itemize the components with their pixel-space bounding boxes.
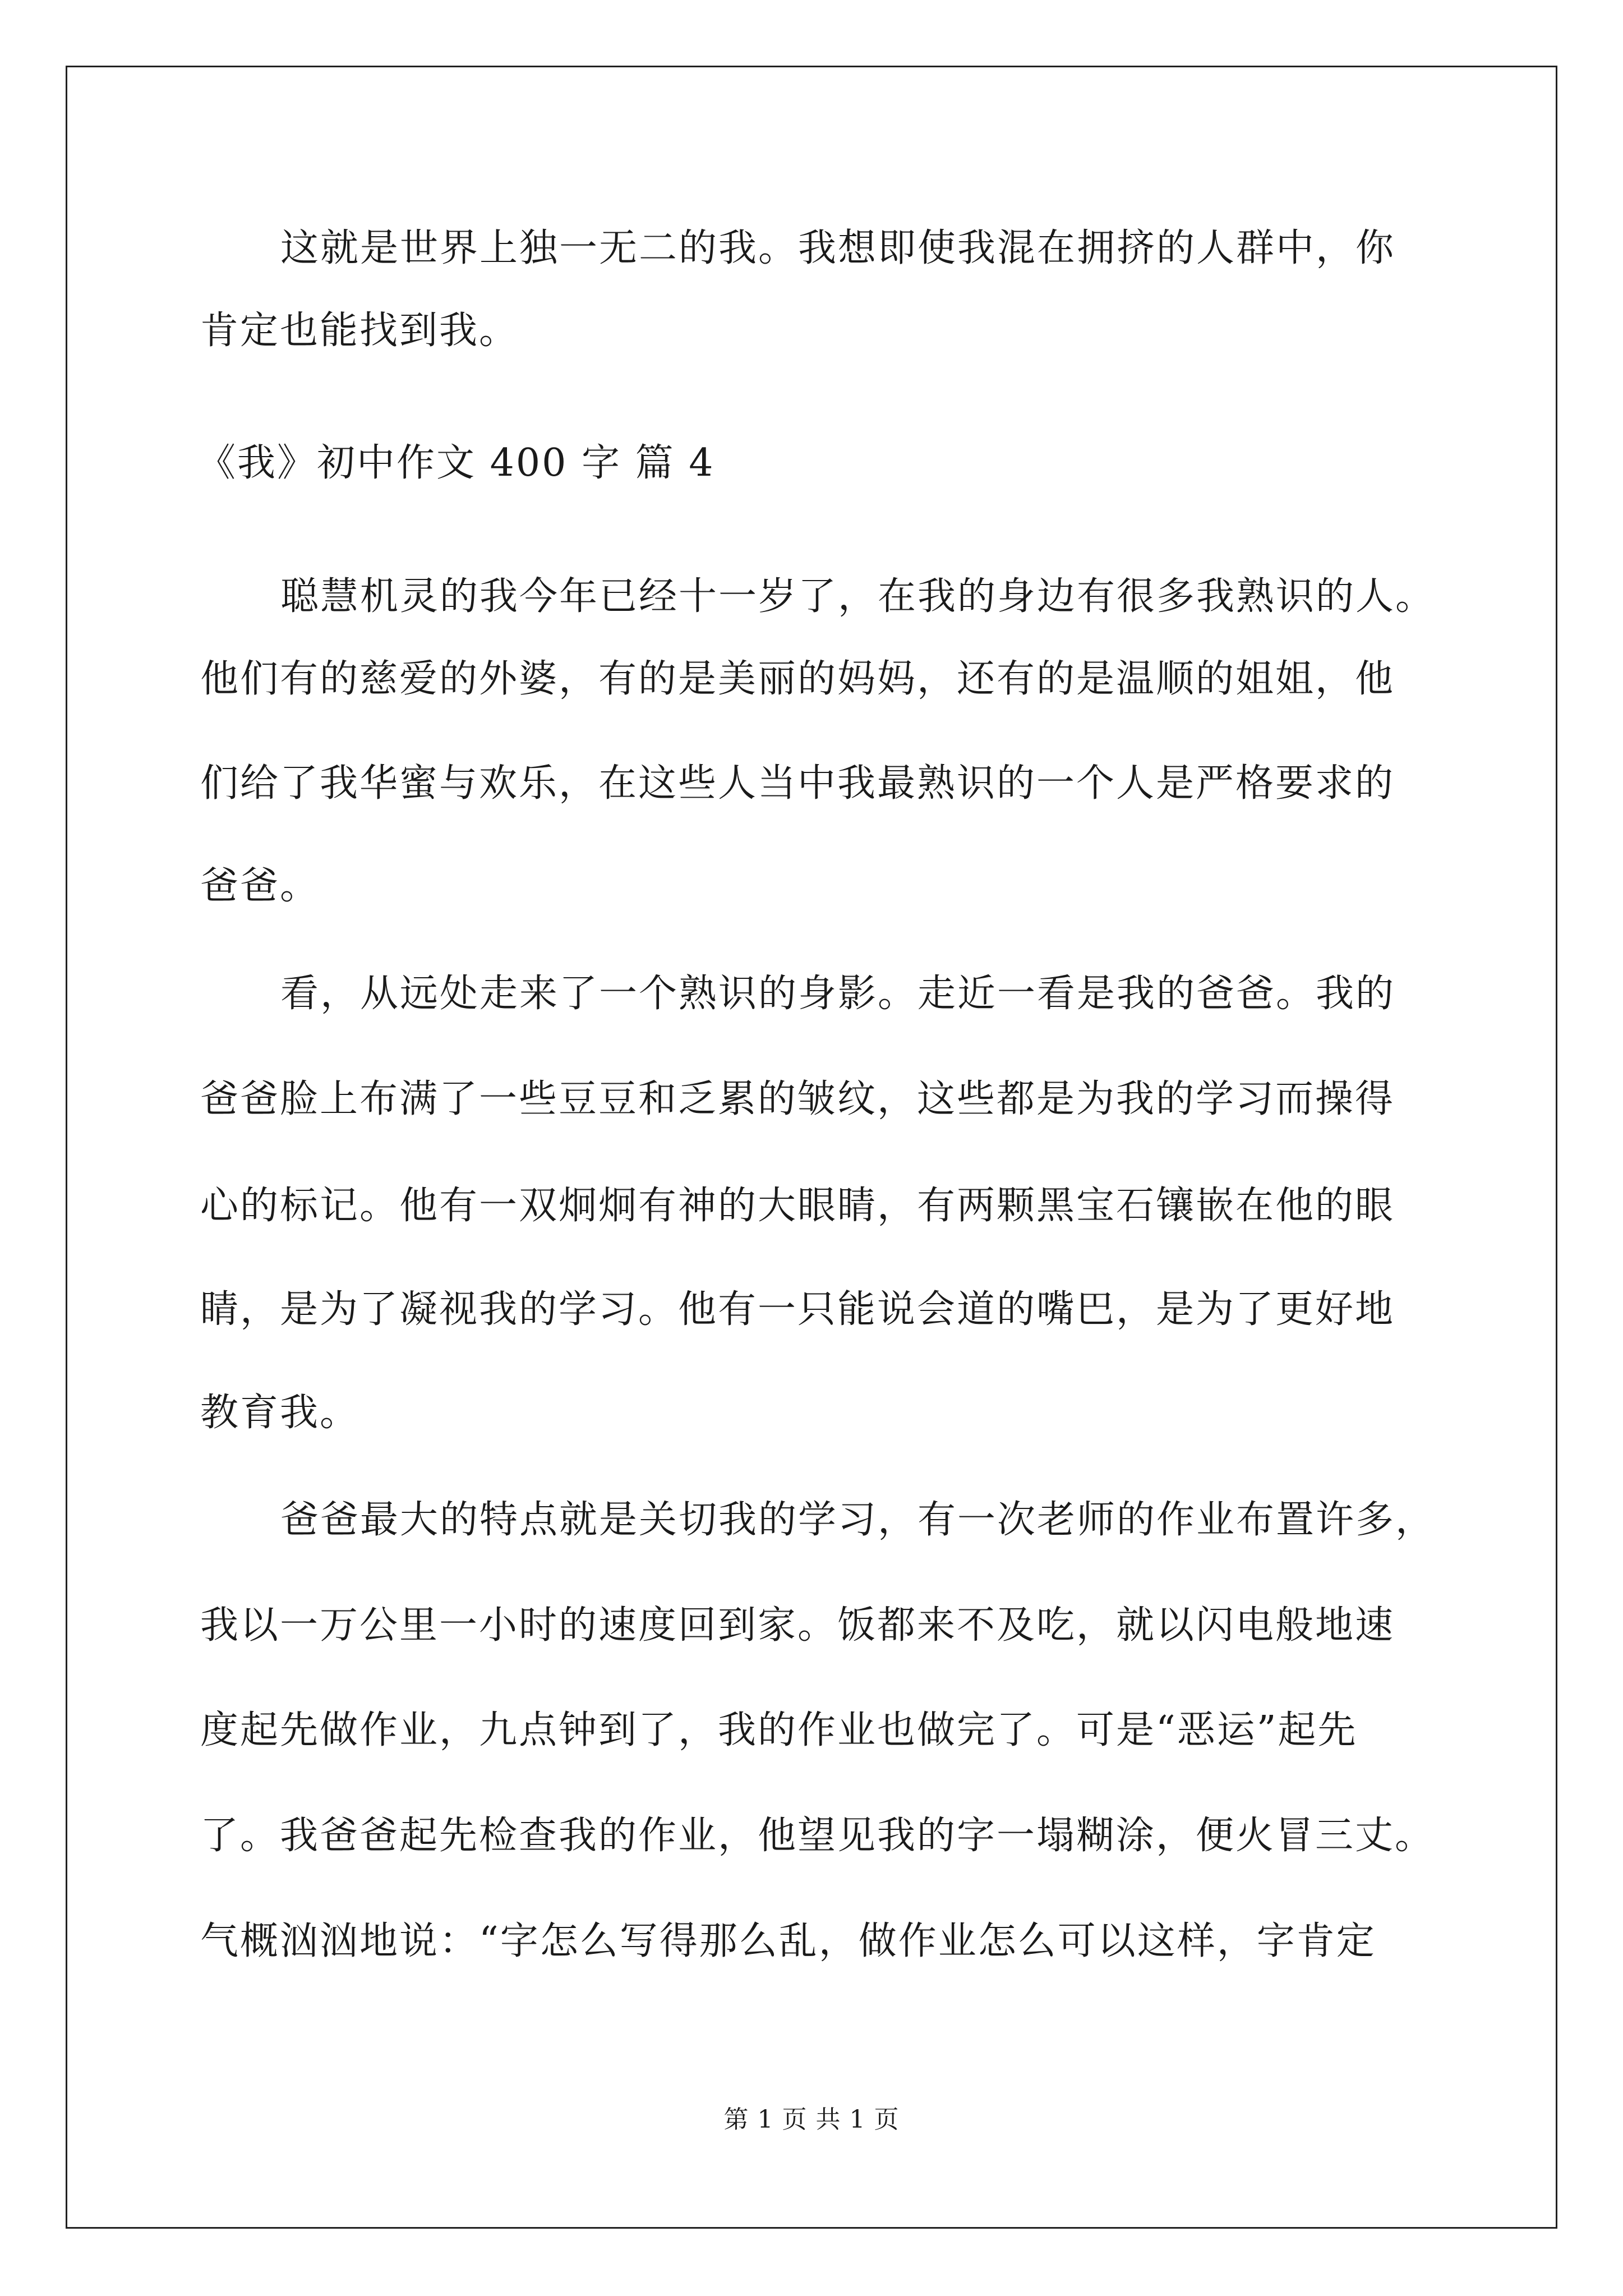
- text-line: 度起先做作业，九点钟到了，我的作业也做完了。可是“恶运”起先: [200, 1708, 1358, 1752]
- text-line: 爸爸。: [200, 864, 320, 908]
- text-line: 我以一万公里一小时的速度回到家。饭都来不及吃，就以闪电般地速: [200, 1603, 1395, 1648]
- page-border: [66, 66, 1557, 2229]
- text-line: 了。我爸爸起先检查我的作业，他望见我的字一塌糊涂，便火冒三丈。: [200, 1814, 1435, 1858]
- text-line: 心的标记。他有一双炯炯有神的大眼睛，有两颗黑宝石镶嵌在他的眼: [200, 1184, 1395, 1228]
- text-line: 爸爸最大的特点就是关切我的学习，有一次老师的作业布置许多，: [280, 1498, 1436, 1542]
- text-line: 们给了我华蜜与欢乐，在这些人当中我最熟识的一个人是严格要求的: [200, 761, 1395, 806]
- text-line: 教育我。: [200, 1391, 360, 1435]
- text-line: 聪慧机灵的我今年已经十一岁了，在我的身边有很多我熟识的人。: [280, 574, 1436, 619]
- section-heading: 《我》初中作文 400 字 篇 4: [197, 441, 715, 485]
- text-line: 他们有的慈爱的外婆，有的是美丽的妈妈，还有的是温顺的姐姐，他: [200, 657, 1395, 701]
- text-line: 气概汹汹地说：“字怎么写得那么乱，做作业怎么可以这样，字肯定: [200, 1919, 1376, 1963]
- text-line: 这就是世界上独一无二的我。我想即使我混在拥挤的人群中，你: [280, 226, 1396, 270]
- page-footer: 第 1 页 共 1 页: [723, 2105, 900, 2134]
- text-line: 肯定也能找到我。: [200, 309, 519, 353]
- text-line: 睛，是为了凝视我的学习。他有一只能说会道的嘴巴，是为了更好地: [200, 1287, 1395, 1332]
- text-line: 爸爸脸上布满了一些豆豆和乏累的皱纹，这些都是为我的学习而操得: [200, 1077, 1395, 1121]
- text-line: 看，从远处走来了一个熟识的身影。走近一看是我的爸爸。我的: [280, 972, 1396, 1016]
